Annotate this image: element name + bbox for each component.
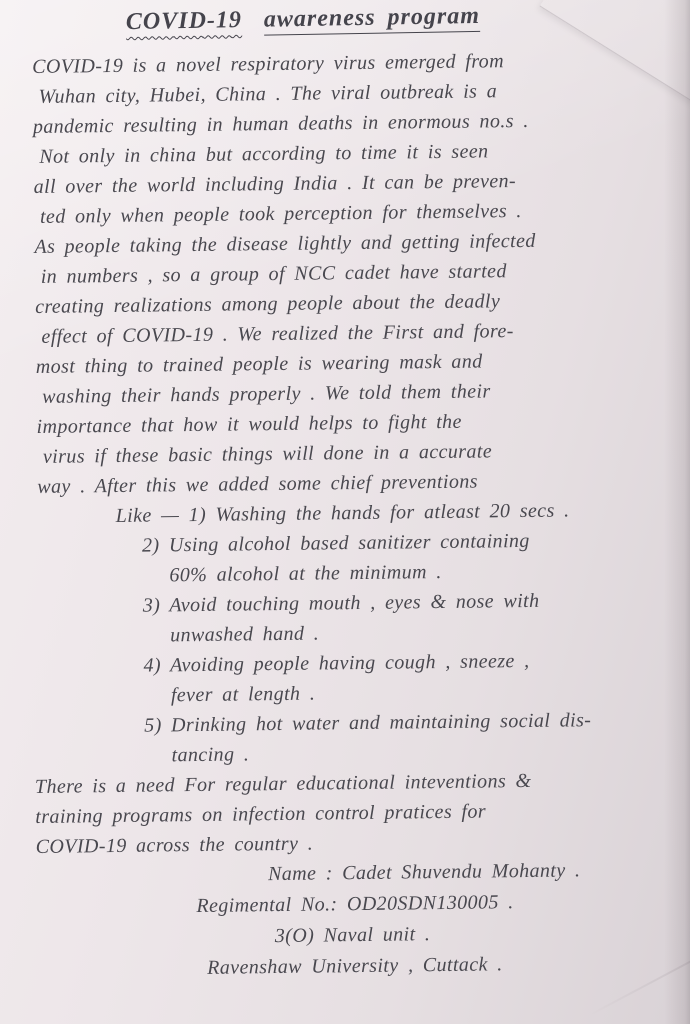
closing-line: COVID-19 across the country . [35, 832, 314, 858]
handwritten-line: ted only when people took perception for themselves . [39, 200, 522, 228]
handwritten-line: Wuhan city, Hubei, China . The viral outbreak is a [38, 80, 498, 108]
handwritten-line: effect of COVID-19 . We realized the First and fore- [41, 320, 514, 348]
handwritten-line: importance that how it would helps to fight the [36, 410, 462, 438]
handwritten-line: most thing to trained people is wearing mask and [35, 350, 483, 378]
handwritten-line: way . After this we added some chief preventions [37, 470, 478, 498]
page-title [126, 3, 481, 49]
signature-unit: 3(O) Naval unit . [274, 923, 431, 948]
list-item-2: 2) Using alcohol based sanitizer containing [141, 529, 530, 557]
list-item-4-continuation: fever at length . [170, 682, 316, 707]
handwritten-line: Not only in china but according to time it is seen [39, 140, 489, 168]
list-item-4: 4) Avoiding people having cough , sneeze , [143, 649, 530, 677]
essay-body [0, 44, 690, 986]
handwritten-line: virus if these basic things will done in a accurate [42, 440, 493, 468]
list-item-2-continuation: 60% alcohol at the minimum . [169, 561, 442, 587]
handwritten-line: in numbers , so a group of NCC cadet have started [40, 260, 507, 288]
list-item-5-continuation: tancing . [171, 743, 250, 767]
handwritten-line: As people taking the disease lightly and getting infected [34, 229, 536, 258]
signature-regimental-no: Regimental No.: OD20SDN130005 . [196, 891, 514, 918]
handwritten-line: washing their hands properly . We told them their [42, 380, 491, 408]
list-item-3-continuation: unwashed hand . [170, 622, 320, 647]
paper-edge-shadow [664, 0, 690, 1024]
signature-name: Name : Cadet Shuvendu Mohanty . [267, 859, 581, 886]
title-rest: awareness program [263, 2, 481, 33]
title-word-covid: COVID-19 [125, 7, 243, 36]
closing-line: There is a need For regular educational inteventions & [34, 769, 532, 798]
handwritten-line: all over the world including India . It can be preven- [33, 170, 517, 198]
closing-line: training programs on infection control pratices for [35, 800, 487, 828]
handwritten-line: COVID-19 is a novel respiratory virus emerged from [32, 50, 505, 78]
handwritten-line: pandemic resulting in human deaths in enormous no.s . [32, 109, 529, 138]
list-item-3: 3) Avoid touching mouth , eyes & nose with [142, 589, 540, 617]
list-item-5: 5) Drinking hot water and maintaining social dis- [144, 709, 592, 737]
list-intro-line: Like — 1) Washing the hands for atleast 20 secs . [115, 499, 570, 527]
signature-university: Ravenshaw University , Cuttack . [207, 953, 503, 979]
handwritten-line: creating realizations among people about the deadly [34, 290, 501, 318]
